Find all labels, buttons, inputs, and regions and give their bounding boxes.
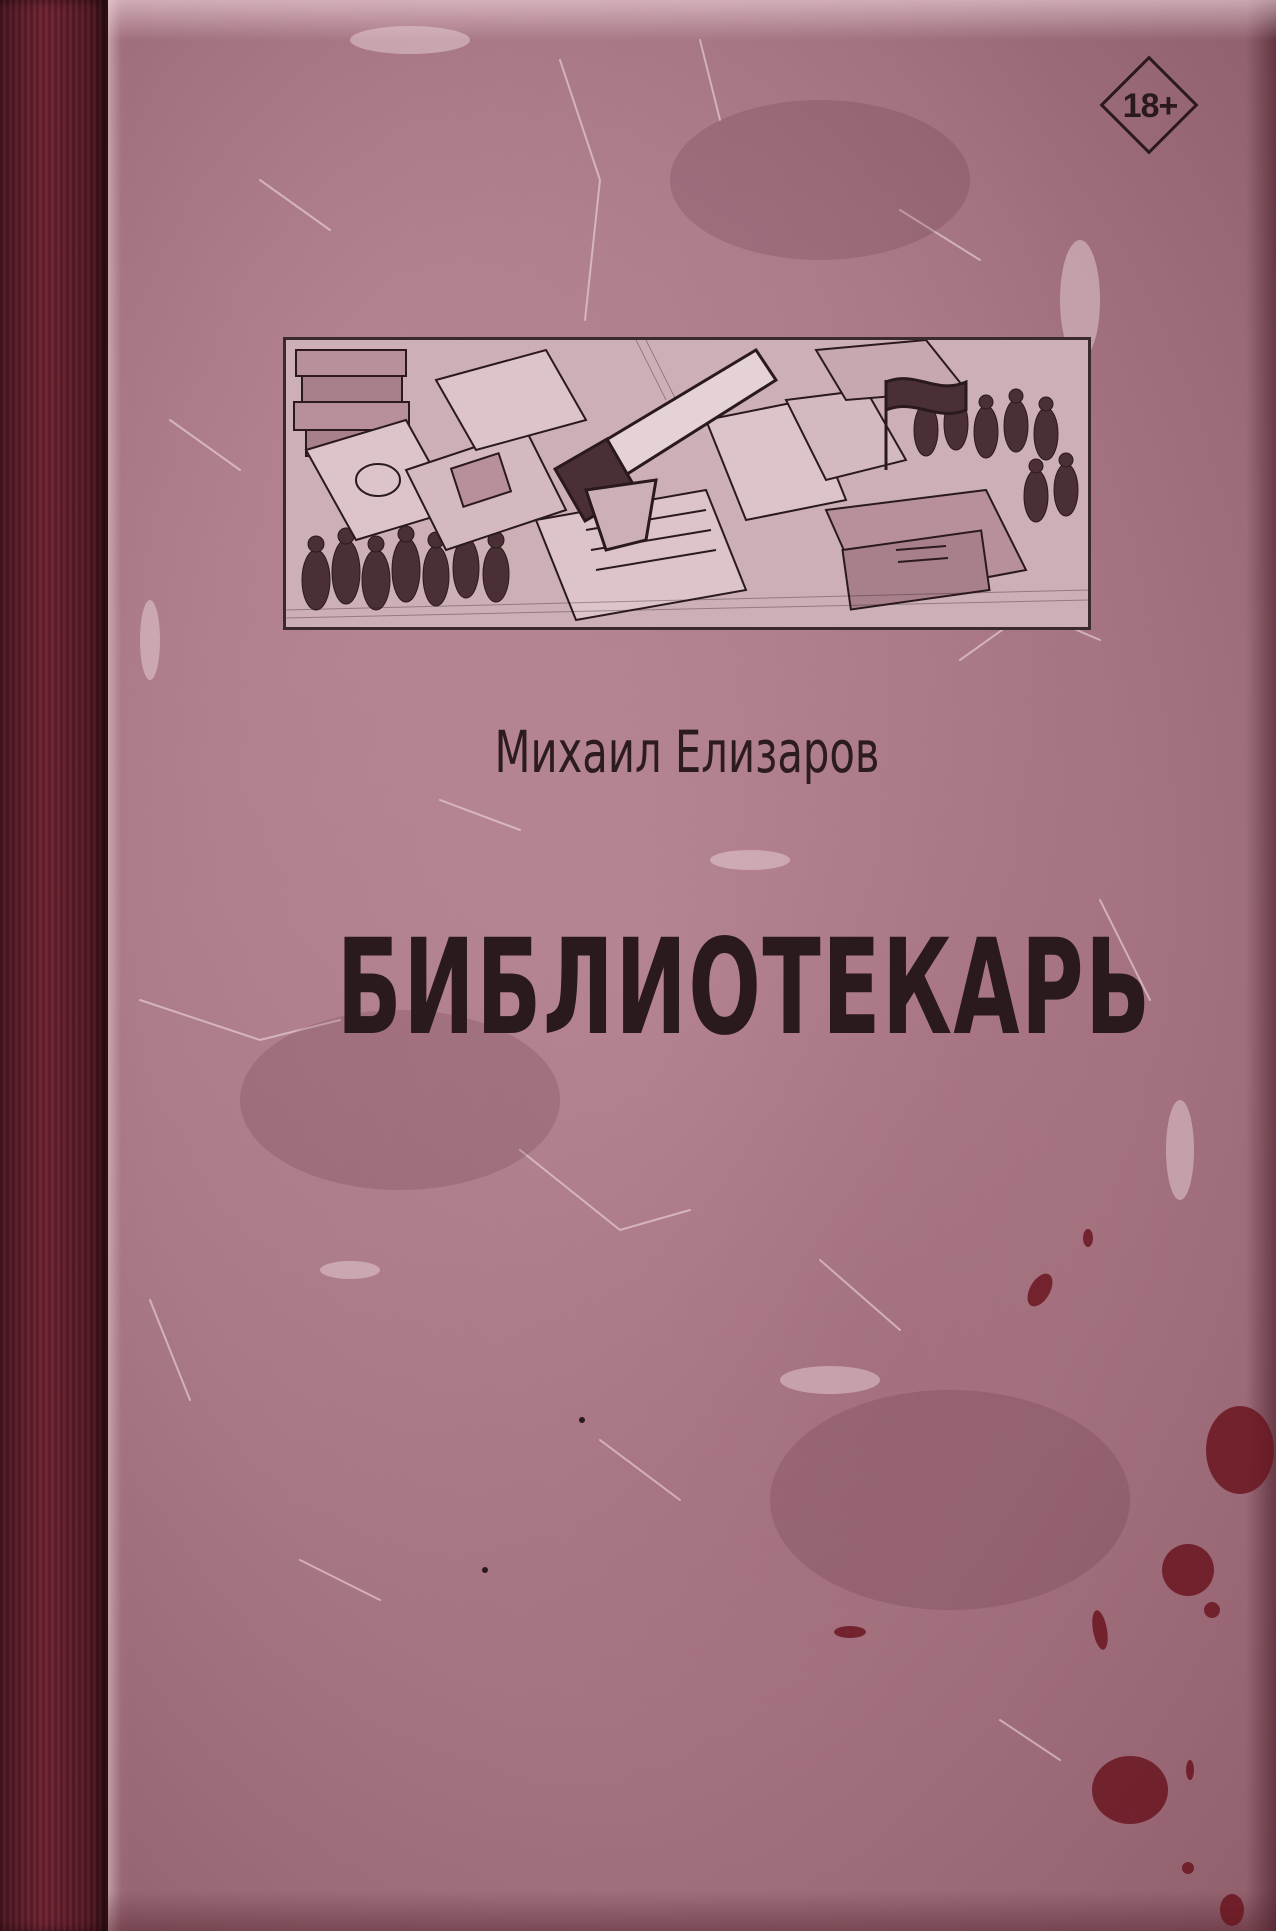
book-title: БИБЛИОТЕКАРЬ: [336, 911, 1152, 1065]
book-author: Михаил Елизаров: [494, 718, 880, 786]
age-rating-text: 18+: [1122, 87, 1178, 125]
